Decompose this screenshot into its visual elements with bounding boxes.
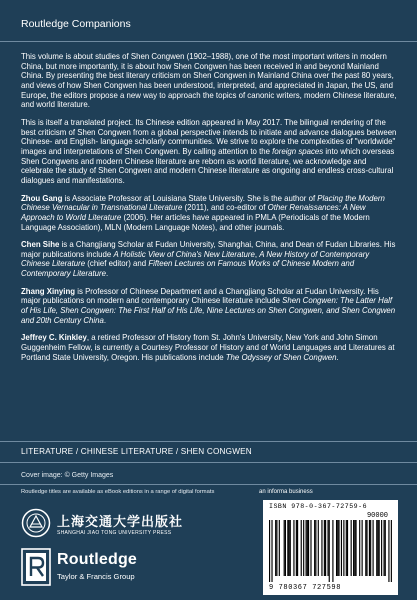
footer-divider — [0, 484, 417, 485]
barcode-bar — [370, 520, 371, 576]
sjtu-press-logo — [21, 508, 184, 546]
barcode-bar — [365, 520, 366, 576]
barcode-bar — [276, 520, 277, 576]
bio-jeffrey-kinkley: Jeffrey C. Kinkley, a retired Professor of History from St. John's University, New York and John Simon Guggenheim Fellow, is currently a Courtesy Professor of History and of World Languages and Literatures at Portland State University, Oregon. His publications include The Odyssey of Shen Congwen. — [21, 333, 395, 362]
sjtu-chinese-name: 上海交通大学出版社 — [57, 515, 184, 530]
publisher-group: Taylor & Francis Group — [57, 572, 135, 581]
sjtu-emblem-icon — [21, 508, 51, 538]
informa-tagline: an informa business — [259, 489, 313, 495]
barcode-bar — [271, 520, 272, 582]
barcode-bar — [381, 520, 382, 576]
barcode-bar — [307, 520, 308, 576]
barcode-bar — [327, 520, 328, 576]
barcode-bar — [338, 520, 339, 576]
bio-zhang-xinying: Zhang Xinying is Professor of Chinese Department and a Changjiang Scholar at Fudan University. His major publications on modern and contemporary Chinese literature include Shen Congwen: The Latter Half of His Life, Shen Congwen: The First Half of His Life, Nine Lectures on Shen Congwen, and Shen Congwen and 20th Century China. — [21, 286, 396, 325]
barcode-bar — [366, 520, 367, 576]
barcode-bar — [355, 520, 356, 576]
blurb-paragraph-1: This volume is about studies of Shen Congwen (1902–1988), one of the most important writers in modern China, but more importantly, it is about how Shen Congwen has been received in and beyond Mainland China. By presenting the best literary criticism on Shen Congwen in Mainland China over the past 80 years, and views of how Shen Congwen has been understood, interpreted, and appreciated in Japan, the US, and Europe, the editors propose a new way to approach the topics of canonic writers, modern Chinese literature, and world literature. — [21, 52, 397, 110]
barcode-bar — [310, 520, 311, 576]
barcode-bar — [308, 520, 309, 576]
barcode-bar — [379, 520, 380, 576]
barcode-bar — [303, 520, 304, 576]
routledge-logo — [21, 548, 221, 588]
barcode-bar — [324, 520, 325, 576]
sjtu-english-name: SHANGHAI JIAO TONG UNIVERSITY PRESS — [57, 530, 172, 536]
barcode-bar — [377, 520, 378, 576]
barcode-bar — [376, 520, 377, 576]
barcode-bar — [351, 520, 352, 576]
barcode-bar — [315, 520, 316, 576]
barcode-bar — [275, 520, 276, 576]
barcode-bar — [306, 520, 307, 576]
barcode-bar — [288, 520, 289, 576]
top-divider — [0, 41, 417, 42]
blurb-body — [21, 52, 399, 370]
price-code: 90000 — [366, 512, 388, 520]
barcode-bar — [359, 520, 360, 576]
barcode-bar — [391, 520, 392, 582]
barcode-bars — [269, 520, 392, 582]
barcode-bar — [336, 520, 337, 576]
barcode-bar — [353, 520, 354, 576]
ebook-note: Routledge titles are available as eBook editions in a range of digital formats — [21, 489, 215, 495]
publisher-name: Routledge — [57, 551, 138, 568]
cover-image-credit: Cover image: © Getty Images — [21, 472, 114, 479]
barcode-bar — [301, 520, 302, 576]
barcode-bar — [373, 520, 374, 576]
barcode-bar — [332, 520, 333, 582]
routledge-emblem-icon — [21, 548, 51, 586]
barcode-bar — [285, 520, 286, 576]
bio-chen-sihe: Chen Sihe is a Changjiang Scholar at Fudan University, Shanghai, China, and Dean of Fudan Libraries. His major publications include A Holistic View of China's New Literature, A New History of Contemporary Chinese Literature (chief editor) and Fifteen Lectures on Famous Works of Chinese Modern and Contemporary Literature. — [21, 240, 396, 279]
barcode-bar — [346, 520, 347, 576]
barcode-bar — [287, 520, 288, 576]
barcode-bar — [343, 520, 344, 576]
barcode-bar — [297, 520, 298, 576]
barcode-bar — [293, 520, 294, 576]
barcode-bar — [337, 520, 338, 576]
barcode-bar — [341, 520, 342, 576]
barcode-bar — [296, 520, 297, 576]
barcode-bar — [279, 520, 280, 576]
barcode-bar — [269, 520, 270, 582]
bio-zhou-gang: Zhou Gang is Associate Professor at Louisiana State University. She is the author of Placing the Modern Chinese Vernacular in Transnational Literature (2011), and co-editor of Other Renaissances: A New Approach to World Literature (2006). Her articles have appeared in PMLA (Periodicals of the Modern Language Association), MLN (Modern Language Notes), and other journals. — [21, 193, 385, 232]
barcode-bar — [290, 520, 291, 576]
barcode-bar — [325, 520, 326, 576]
barcode-bar — [284, 520, 285, 576]
barcode-bar — [388, 520, 389, 582]
barcode-bar — [314, 520, 315, 576]
subject-categories: LITERATURE / CHINESE LITERATURE / SHEN CONGWEN — [21, 447, 252, 456]
blurb-paragraph-2: This is itself a translated project. Its Chinese edition appeared in May 2017. The bilingual rendering of the best criticism of Shen Congwen from a global perspective intends to initiate and advance dialogues between Chinese- and English- language scholarly communities. We strive to explore the complexities of "worldwide" images and interpretations of Shen Congwen. By calling attention to the foreign spaces into which overseas Shen Congwens and modern Chinese literature are reborn as world literature, we acknowledge and celebrate the study of Shen Congwen and modern Chinese literature as ongoing and endless cross-cultural dialogues and manifestations. — [21, 117, 397, 185]
isbn-number: ISBN 978-0-367-72759-6 — [269, 503, 368, 510]
barcode-bar — [347, 520, 348, 576]
barcode-bar — [354, 520, 355, 576]
series-title: Routledge Companions — [21, 18, 131, 30]
ean-number: 9 780367 727598 — [269, 584, 342, 592]
barcode-bar — [318, 520, 319, 576]
barcode-bar — [383, 520, 384, 576]
barcode-bar — [369, 520, 370, 576]
subject-divider — [0, 441, 417, 442]
barcode-bar — [321, 520, 322, 576]
barcode-bar — [329, 520, 330, 582]
credit-divider — [0, 462, 417, 463]
barcode-bar — [385, 520, 386, 576]
isbn-barcode — [263, 500, 398, 595]
barcode-bar — [362, 520, 363, 576]
